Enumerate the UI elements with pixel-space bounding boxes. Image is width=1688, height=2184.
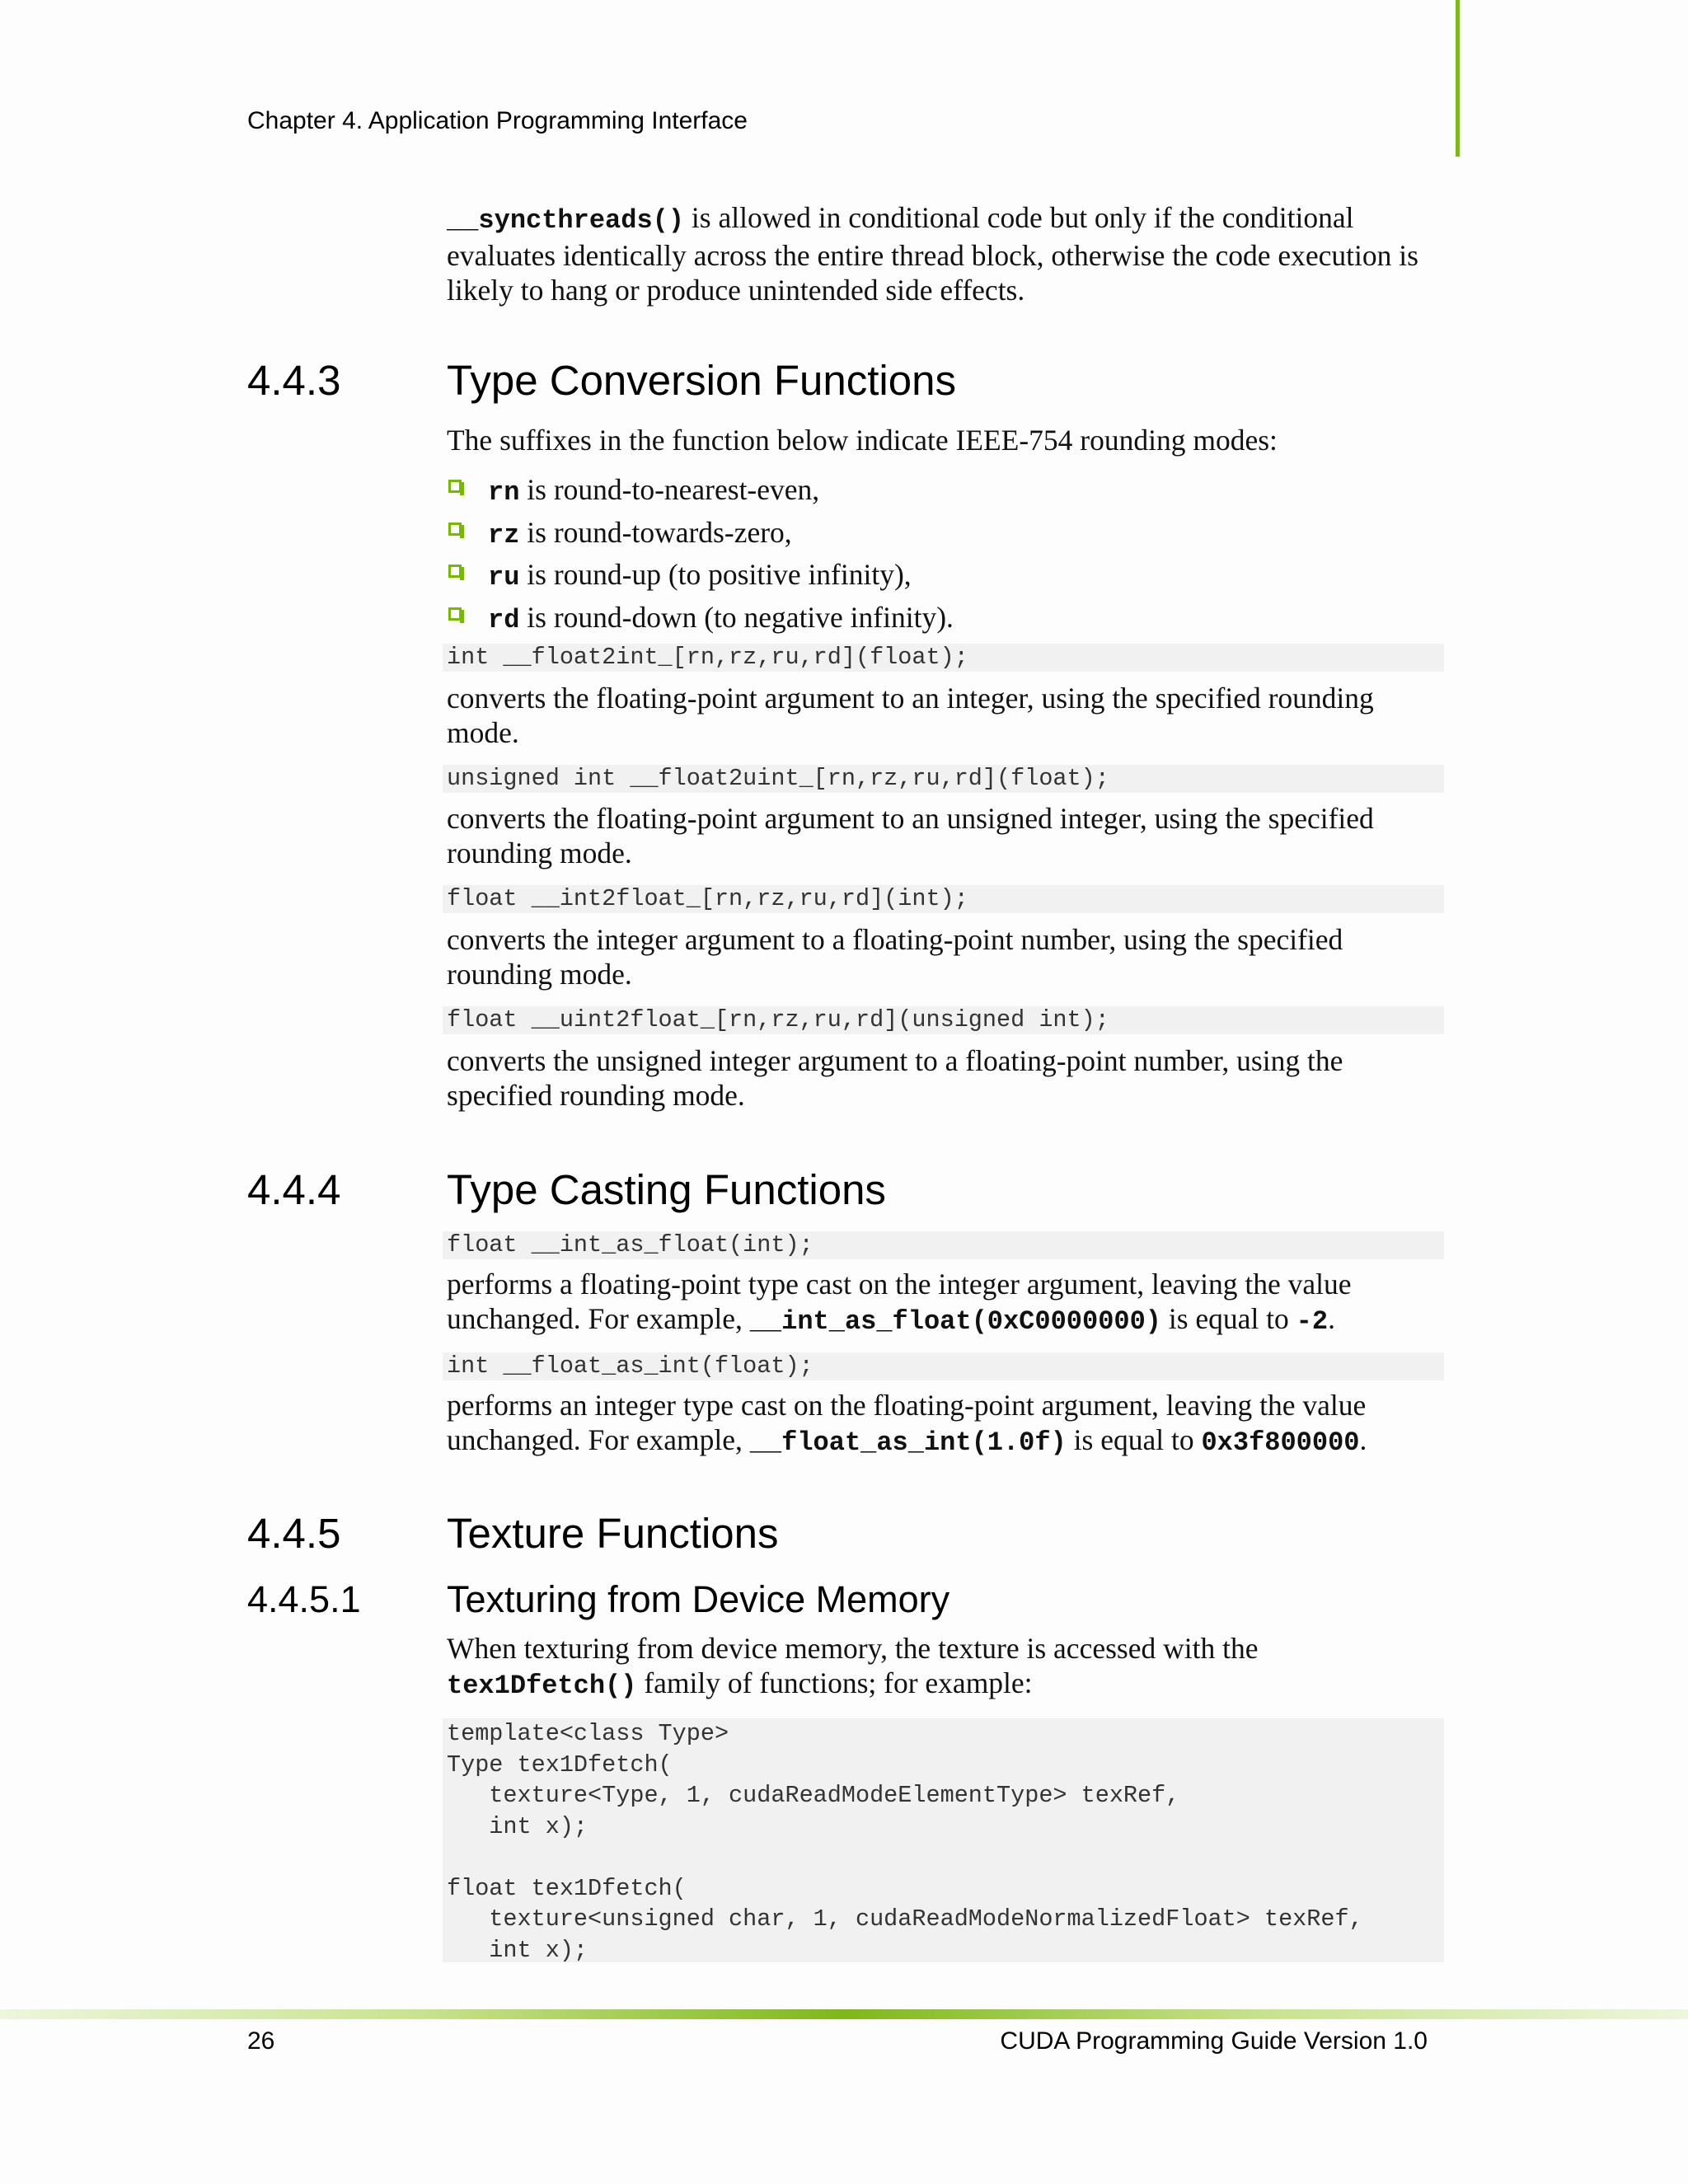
page-number: 26 bbox=[247, 2027, 275, 2055]
code-line bbox=[447, 1842, 1444, 1873]
list-item-text: is round-up (to positive infinity), bbox=[519, 558, 912, 591]
list-item-text: is round-to-nearest-even, bbox=[519, 473, 820, 506]
code-line: texture<Type, 1, cudaReadModeElementType> texRef, bbox=[447, 1782, 1180, 1809]
checkbox-bullet-icon bbox=[448, 523, 462, 536]
section-title: Type Conversion Functions bbox=[447, 357, 956, 404]
code-signature: int __float2int_[rn,rz,ru,rd](float); bbox=[443, 644, 1444, 672]
code-signature: float __uint2float_[rn,rz,ru,rd](unsigned int); bbox=[443, 1006, 1444, 1034]
list-item-text: is round-towards-zero, bbox=[519, 515, 792, 549]
inline-code: -2 bbox=[1296, 1306, 1329, 1337]
code-line: int x); bbox=[447, 1812, 588, 1840]
section-lead: The suffixes in the function below indicate IEEE-754 rounding modes: bbox=[447, 424, 1278, 457]
running-header: Chapter 4. Application Programming Interface bbox=[247, 107, 748, 134]
list-item-text: is round-down (to negative infinity). bbox=[519, 600, 954, 634]
section-number: 4.4.5 bbox=[247, 1510, 341, 1557]
checkbox-bullet-icon bbox=[448, 565, 462, 578]
header-accent-rule bbox=[1456, 0, 1460, 157]
list-item bbox=[447, 557, 954, 600]
description-text: is equal to bbox=[1066, 1423, 1202, 1456]
inline-code: __float_as_int(1.0f) bbox=[749, 1427, 1067, 1458]
function-description: converts the floating-point argument to an integer, using the specified rounding mode. bbox=[447, 682, 1374, 749]
list-item bbox=[447, 515, 954, 558]
intro-text: is allowed in conditional code but only if the conditional evaluates identically across the entire thread block, otherwise the code execution is likely to hang or produce unintended side effects. bbox=[447, 201, 1418, 307]
code-line: int x); bbox=[447, 1936, 588, 1964]
description-text: . bbox=[1359, 1423, 1367, 1456]
rounding-mode-list bbox=[447, 472, 954, 642]
code-signature: float __int_as_float(int); bbox=[443, 1231, 1444, 1259]
intro-paragraph bbox=[447, 200, 1444, 307]
inline-code: tex1Dfetch() bbox=[447, 1671, 637, 1701]
subsection-number: 4.4.5.1 bbox=[247, 1578, 361, 1620]
function-description: converts the unsigned integer argument to a floating-point number, using the specified rounding mode. bbox=[447, 1044, 1343, 1112]
inline-code: __int_as_float(0xC0000000) bbox=[749, 1306, 1161, 1337]
section-title: Type Casting Functions bbox=[447, 1166, 886, 1213]
description-text: When texturing from device memory, the texture is accessed with the bbox=[447, 1632, 1259, 1665]
description-text: . bbox=[1328, 1302, 1335, 1335]
function-description: converts the floating-point argument to an unsigned integer, using the specified rounding mode. bbox=[447, 802, 1374, 869]
function-description: converts the integer argument to a floating-point number, using the specified rounding mode. bbox=[447, 923, 1343, 991]
code-line: float tex1Dfetch( bbox=[447, 1874, 687, 1902]
inline-code: rz bbox=[488, 519, 520, 551]
code-example-block bbox=[443, 1718, 1444, 1962]
subsection-lead bbox=[447, 1631, 1444, 1704]
section-title: Texture Functions bbox=[447, 1510, 779, 1557]
description-text: family of functions; for example: bbox=[636, 1666, 1033, 1699]
list-item bbox=[447, 600, 954, 643]
code-line: Type tex1Dfetch( bbox=[447, 1750, 673, 1779]
description-text: is equal to bbox=[1161, 1302, 1296, 1335]
inline-code: rn bbox=[488, 477, 520, 508]
code-signature: float __int2float_[rn,rz,ru,rd](int); bbox=[443, 885, 1444, 913]
checkbox-bullet-icon bbox=[448, 607, 462, 621]
list-item bbox=[447, 472, 954, 515]
description-text: performs an integer type cast on the floating-point argument, leaving the value unchanged. For example, bbox=[447, 1389, 1367, 1456]
inline-code: 0x3f800000 bbox=[1201, 1427, 1360, 1458]
subsection-title: Texturing from Device Memory bbox=[447, 1578, 950, 1620]
inline-code: rd bbox=[488, 604, 520, 635]
checkbox-bullet-icon bbox=[448, 480, 462, 493]
description-text: performs a floating-point type cast on the integer argument, leaving the value unchanged. For example, bbox=[447, 1268, 1352, 1335]
document-title: CUDA Programming Guide Version 1.0 bbox=[1000, 2027, 1428, 2055]
code-signature: unsigned int __float2uint_[rn,rz,ru,rd](float); bbox=[443, 765, 1444, 793]
function-description bbox=[447, 1388, 1444, 1460]
code-line: texture<unsigned char, 1, cudaReadModeNormalizedFloat> texRef, bbox=[447, 1905, 1363, 1933]
function-description bbox=[447, 1267, 1444, 1339]
code-signature: int __float_as_int(float); bbox=[443, 1352, 1444, 1380]
inline-code: ru bbox=[488, 562, 520, 593]
section-number: 4.4.3 bbox=[247, 357, 341, 404]
code-line: template<class Type> bbox=[447, 1720, 729, 1747]
footer-gradient-rule bbox=[0, 2009, 1688, 2019]
section-number: 4.4.4 bbox=[247, 1166, 341, 1213]
inline-code: __syncthreads() bbox=[447, 205, 685, 236]
